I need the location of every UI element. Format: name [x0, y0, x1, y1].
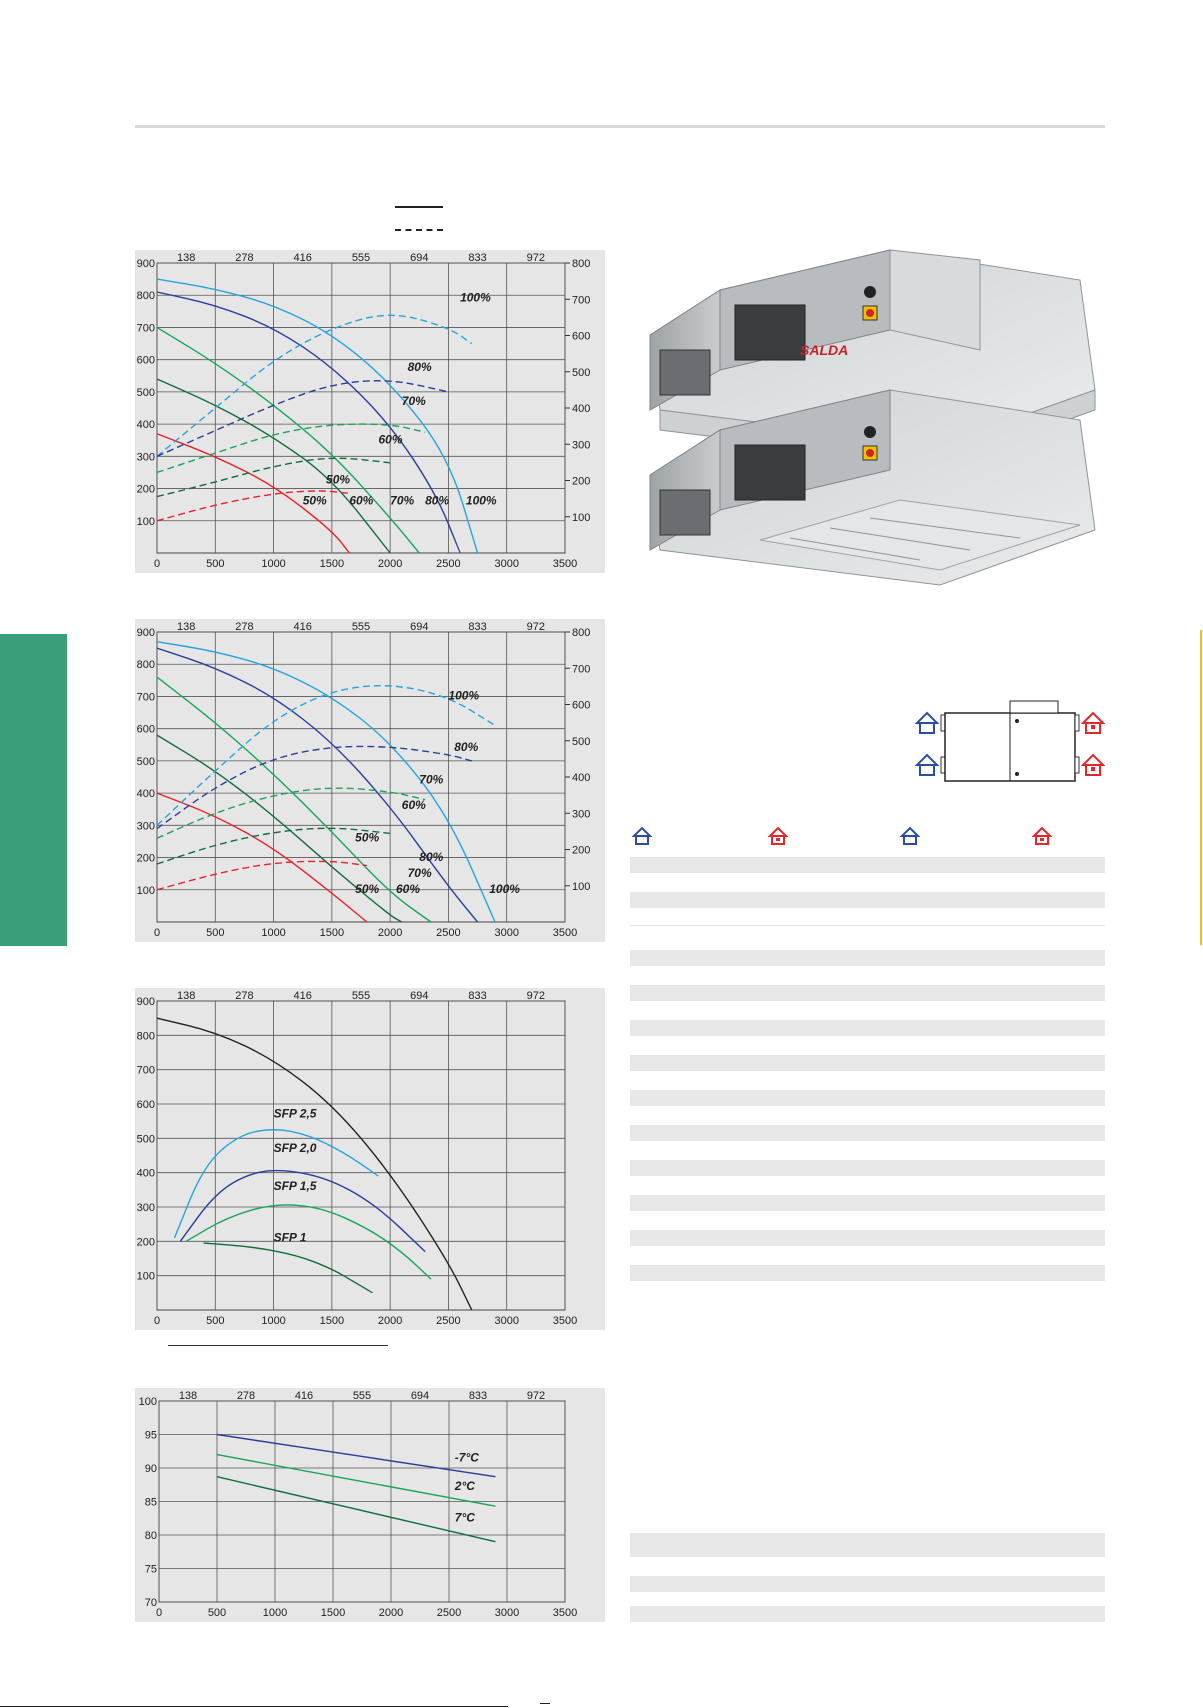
y2-tick-label: 600 — [572, 699, 591, 712]
y2-tick-label: 400 — [572, 772, 591, 784]
series-annotation: 80% — [419, 849, 444, 864]
y-tick-label: 600 — [136, 1099, 155, 1111]
x-tick-label: 1500 — [319, 927, 345, 939]
x-tick-label: 1500 — [319, 1315, 345, 1327]
x-tick-label: 3000 — [494, 927, 519, 939]
series-annotation: 100% — [460, 290, 491, 305]
x-top-tick-label: 833 — [468, 1390, 488, 1402]
x-top-tick-label: 278 — [235, 252, 254, 264]
series-annotation: 50% — [355, 882, 380, 896]
x-tick-label: 1000 — [261, 1315, 286, 1327]
house-cold-icon — [917, 713, 937, 733]
series-annotation: 100% — [465, 493, 497, 508]
y-tick-label: 900 — [136, 996, 155, 1008]
y-tick-label: 75 — [144, 1563, 157, 1576]
x-top-tick-label: 555 — [351, 252, 371, 264]
series-annotation: SFP 1,5 — [273, 1178, 317, 1193]
legend-solid-line — [395, 206, 443, 208]
x-tick-label: 500 — [206, 927, 225, 939]
y-tick-label: 500 — [136, 755, 155, 768]
x-top-tick-label: 694 — [410, 621, 429, 633]
series-annotation: 50% — [302, 493, 327, 508]
x-top-tick-label: 972 — [526, 621, 546, 633]
y-tick-label: 85 — [144, 1496, 157, 1509]
x-top-tick-label: 972 — [526, 1390, 546, 1402]
series-annotation: 80% — [454, 740, 479, 755]
y2-tick-label: 400 — [572, 403, 591, 415]
y-tick-label: 70 — [144, 1597, 157, 1609]
x-top-tick-label: 694 — [410, 252, 429, 264]
series-annotation: 80% — [425, 493, 450, 508]
x-tick-label: 1500 — [320, 1607, 346, 1619]
series-annotation: 50% — [355, 830, 380, 845]
y-tick-label: 800 — [136, 290, 155, 303]
x-tick-label: 3500 — [552, 558, 578, 570]
x-tick-label: 2000 — [378, 1607, 404, 1619]
y-tick-label: 400 — [136, 788, 155, 801]
series-annotation: 60% — [349, 493, 374, 508]
y-tick-label: 100 — [136, 884, 155, 897]
y-tick-label: 200 — [136, 483, 155, 496]
series-annotation: 7°C — [454, 1510, 475, 1525]
x-top-tick-label: 416 — [293, 621, 312, 633]
x-top-tick-label: 833 — [468, 990, 487, 1002]
x-top-tick-label: 833 — [468, 252, 487, 264]
x-top-tick-label: 138 — [176, 621, 196, 633]
y-tick-label: 200 — [136, 852, 155, 865]
x-tick-label: 0 — [155, 1607, 163, 1619]
x-tick-label: 1000 — [261, 558, 286, 570]
x-tick-label: 3500 — [552, 927, 578, 939]
y2-tick-label: 600 — [572, 330, 591, 343]
house-warm-icon — [1083, 755, 1103, 775]
x-top-tick-label: 833 — [468, 621, 487, 633]
x-tick-label: 0 — [153, 558, 161, 570]
table-row — [630, 1606, 1105, 1622]
table-row — [630, 1265, 1105, 1281]
table-row — [630, 1020, 1105, 1036]
table-row — [630, 1195, 1105, 1211]
x-top-tick-label: 416 — [293, 990, 312, 1002]
fan-curve-chart-2 — [135, 619, 605, 942]
x-tick-label: 500 — [206, 558, 225, 570]
table-divider — [630, 925, 1105, 926]
house-warm-icon — [1034, 828, 1050, 844]
house-cold-icon — [917, 755, 937, 775]
y-tick-label: 500 — [136, 386, 155, 399]
y2-tick-label: 800 — [572, 258, 591, 270]
y-tick-label: 300 — [136, 820, 155, 833]
x-top-tick-label: 278 — [235, 990, 254, 1002]
y-tick-label: 200 — [136, 1236, 155, 1249]
sfp-chart — [135, 988, 605, 1330]
y-tick-label: 80 — [144, 1530, 157, 1542]
series-annotation: 70% — [401, 393, 426, 408]
y-tick-label: 500 — [136, 1133, 155, 1146]
x-top-tick-label: 138 — [176, 252, 196, 264]
y-tick-label: 800 — [136, 1030, 155, 1043]
header-rule — [135, 125, 1105, 128]
spec-table — [630, 820, 1105, 1620]
y2-tick-label: 200 — [572, 844, 591, 857]
y-tick-label: 700 — [136, 1064, 155, 1077]
x-tick-label: 500 — [206, 1315, 225, 1327]
series-annotation: 70% — [407, 865, 432, 880]
house-cold-icon — [902, 828, 918, 844]
x-top-tick-label: 972 — [526, 252, 546, 264]
y-tick-label: 90 — [144, 1463, 157, 1475]
x-tick-label: 2000 — [377, 1315, 403, 1327]
footer-rule — [0, 1706, 508, 1707]
x-tick-label: 2500 — [436, 927, 461, 939]
table-row — [630, 1533, 1105, 1557]
x-tick-label: 3000 — [494, 558, 519, 570]
caption-underline — [168, 1345, 388, 1346]
right-edge-marker — [1200, 630, 1202, 945]
table-row — [630, 985, 1105, 1001]
series-annotation: 60% — [378, 432, 403, 447]
series-annotation: 60% — [401, 798, 426, 813]
x-tick-label: 2000 — [377, 558, 403, 570]
y2-tick-label: 300 — [572, 439, 591, 452]
table-row — [630, 950, 1105, 966]
x-tick-label: 1000 — [261, 927, 286, 939]
house-warm-icon — [1083, 713, 1103, 733]
series-annotation: SFP 2,5 — [273, 1106, 317, 1121]
spec-table-header — [630, 820, 1105, 850]
y-tick-label: 100 — [136, 515, 155, 528]
x-tick-label: 2500 — [436, 558, 461, 570]
y-tick-label: 300 — [136, 1202, 155, 1214]
section-side-tab — [0, 634, 67, 946]
x-top-tick-label: 416 — [293, 252, 312, 264]
table-row — [630, 1160, 1105, 1176]
x-tick-label: 2000 — [377, 927, 403, 939]
x-tick-label: 3000 — [494, 1315, 519, 1327]
y-tick-label: 100 — [136, 1270, 155, 1283]
table-row — [630, 1090, 1105, 1106]
fan-curve-chart-1 — [135, 250, 605, 573]
x-top-tick-label: 555 — [351, 990, 371, 1002]
y-tick-label: 400 — [136, 1167, 155, 1180]
y2-tick-label: 700 — [572, 663, 591, 676]
chart-2-svg — [135, 619, 605, 942]
y2-tick-label: 500 — [572, 366, 591, 379]
x-tick-label: 1000 — [262, 1607, 288, 1619]
x-tick-label: 2500 — [436, 1607, 462, 1619]
y2-tick-label: 300 — [572, 808, 591, 821]
y-tick-label: 95 — [144, 1429, 157, 1442]
series-annotation: 60% — [395, 882, 421, 896]
x-top-tick-label: 694 — [410, 1390, 430, 1402]
footer-mark — [540, 1703, 550, 1704]
table-row — [630, 1576, 1105, 1592]
x-top-tick-label: 694 — [410, 990, 429, 1002]
efficiency-chart — [135, 1388, 605, 1622]
y2-tick-label: 200 — [572, 475, 591, 488]
series-annotation: 70% — [419, 772, 444, 787]
y-tick-label: 700 — [136, 691, 155, 704]
x-tick-label: 500 — [207, 1607, 227, 1619]
plot-area — [157, 1001, 565, 1310]
y-tick-label: 300 — [136, 451, 155, 464]
x-top-tick-label: 278 — [236, 1390, 256, 1402]
x-top-tick-label: 555 — [351, 621, 371, 633]
chart-1-svg — [135, 250, 605, 573]
y-tick-label: 900 — [136, 258, 155, 270]
y-tick-label: 900 — [136, 627, 155, 639]
svg-text:SALDA: SALDA — [800, 342, 849, 358]
x-tick-label: 2500 — [436, 1315, 461, 1327]
x-tick-label: 3500 — [552, 1607, 578, 1619]
x-tick-label: 1500 — [319, 558, 345, 570]
x-tick-label: 3500 — [552, 1315, 578, 1327]
series-annotation: SFP 2,0 — [273, 1141, 317, 1156]
x-tick-label: 0 — [153, 927, 161, 939]
series-annotation: 80% — [407, 359, 432, 374]
series-annotation: 100% — [448, 688, 480, 703]
x-tick-label: 0 — [153, 1315, 161, 1327]
y2-tick-label: 700 — [572, 294, 591, 307]
y2-tick-label: 100 — [572, 511, 591, 524]
table-row — [630, 1125, 1105, 1141]
x-top-tick-label: 555 — [352, 1390, 372, 1402]
plot-area — [157, 632, 565, 922]
x-top-tick-label: 138 — [176, 990, 196, 1002]
y-tick-label: 600 — [136, 354, 155, 367]
y2-tick-label: 500 — [572, 735, 591, 748]
chart-3-svg — [135, 988, 605, 1330]
series-annotation: 2°C — [454, 1479, 475, 1494]
y-tick-label: 100 — [138, 1396, 157, 1408]
y-tick-label: 600 — [136, 723, 155, 736]
y-tick-label: 400 — [136, 419, 155, 432]
y2-tick-label: 800 — [572, 627, 591, 639]
product-image — [640, 240, 1120, 600]
table-row — [630, 1055, 1105, 1071]
x-top-tick-label: 138 — [178, 1390, 198, 1402]
series-annotation: 50% — [326, 472, 351, 487]
x-top-tick-label: 972 — [526, 990, 546, 1002]
airflow-schematic — [905, 695, 1105, 795]
house-warm-icon — [770, 828, 786, 844]
y-tick-label: 800 — [136, 659, 155, 672]
y-tick-label: 700 — [136, 322, 155, 335]
x-top-tick-label: 416 — [294, 1390, 314, 1402]
x-tick-label: 3000 — [494, 1607, 520, 1619]
house-cold-icon — [634, 828, 650, 844]
x-top-tick-label: 278 — [235, 621, 254, 633]
series-annotation: 70% — [390, 493, 415, 508]
table-row — [630, 857, 1105, 873]
chart-4-svg — [135, 1388, 605, 1622]
series-annotation: SFP 1 — [273, 1230, 307, 1245]
y2-tick-label: 100 — [572, 880, 591, 893]
series-annotation: -7°C — [454, 1450, 479, 1465]
table-row — [630, 892, 1105, 908]
legend-dashed-line — [395, 229, 443, 231]
series-annotation: 100% — [489, 882, 520, 896]
table-row — [630, 1230, 1105, 1246]
